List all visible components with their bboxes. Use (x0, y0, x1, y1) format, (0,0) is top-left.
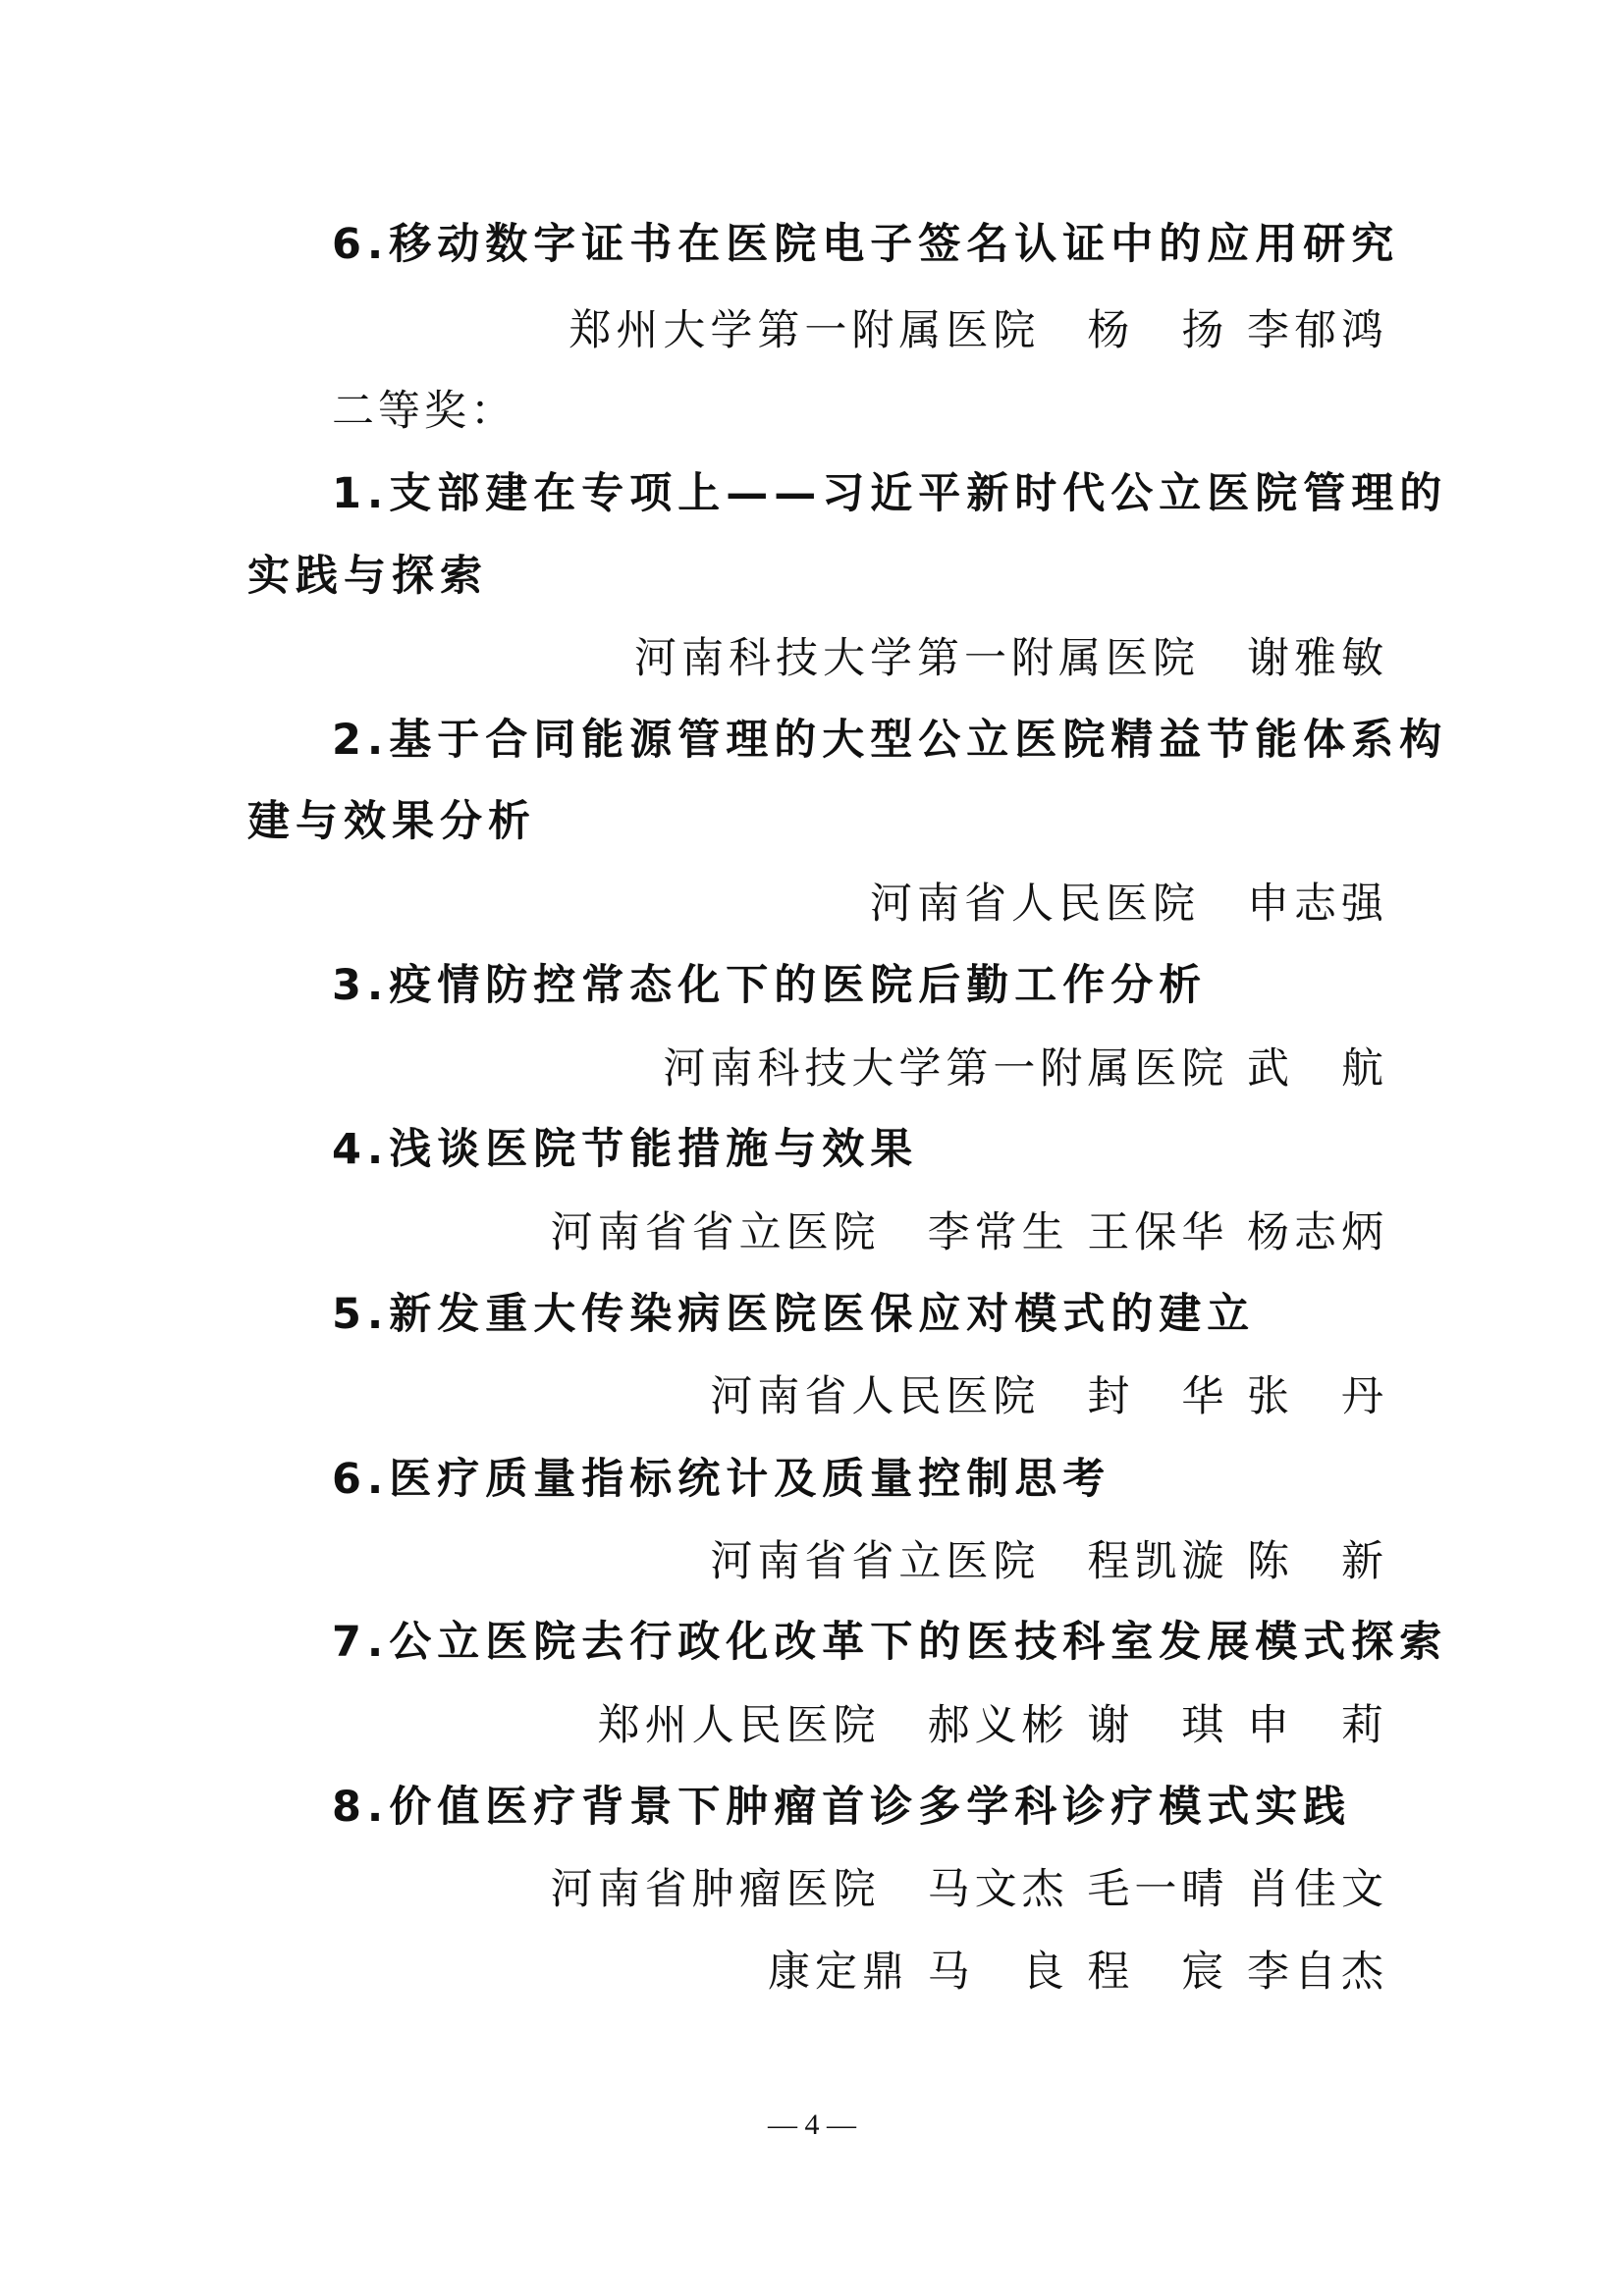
award-item-authors: 郑州大学第一附属医院 杨 扬 李郁鸿 (568, 306, 1388, 355)
award-item-title: 6.医疗质量指标统计及质量控制思考 (332, 1455, 1111, 1504)
award-item-title: 3.疫情防控常态化下的医院后勤工作分析 (332, 961, 1208, 1010)
award-item-authors: 郑州人民医院 郝义彬 谢 琪 申 莉 (597, 1701, 1388, 1750)
award-item-title: 8.价值医疗背景下肿瘤首诊多学科诊疗模式实践 (332, 1783, 1352, 1832)
award-item-authors: 河南省省立医院 程凯漩 陈 新 (710, 1537, 1388, 1586)
award-item-title: 5.新发重大传染病医院医保应对模式的建立 (332, 1290, 1256, 1339)
award-item-authors: 河南省人民医院 申志强 (870, 880, 1388, 929)
award-item-authors: 河南科技大学第一附属医院 谢雅敏 (634, 634, 1388, 683)
award-item-title-continued: 实践与探索 (247, 552, 488, 601)
award-item-authors: 河南省省立医院 李常生 王保华 杨志炳 (550, 1208, 1388, 1257)
award-item-title: 6.移动数字证书在医院电子签名认证中的应用研究 (332, 220, 1400, 269)
award-item-title-continued: 建与效果分析 (247, 797, 536, 846)
award-item-title: 2.基于合同能源管理的大型公立医院精益节能体系构 (332, 716, 1448, 765)
section-heading-second-prize: 二等奖： (332, 387, 516, 436)
award-item-authors: 河南省肿瘤医院 马文杰 毛一晴 肖佳文 (550, 1865, 1388, 1914)
award-item-title: 4.浅谈医院节能措施与效果 (332, 1125, 919, 1174)
award-item-authors-continued: 康定鼎 马 良 程 宸 李自杰 (767, 1948, 1388, 1997)
page-number: — 4 — (768, 2109, 856, 2141)
award-item-authors: 河南省人民医院 封 华 张 丹 (710, 1372, 1388, 1421)
award-item-authors: 河南科技大学第一附属医院 武 航 (663, 1044, 1388, 1094)
award-item-title: 7.公立医院去行政化改革下的医技科室发展模式探索 (332, 1618, 1448, 1667)
award-item-title: 1.支部建在专项上——习近平新时代公立医院管理的 (332, 469, 1448, 518)
